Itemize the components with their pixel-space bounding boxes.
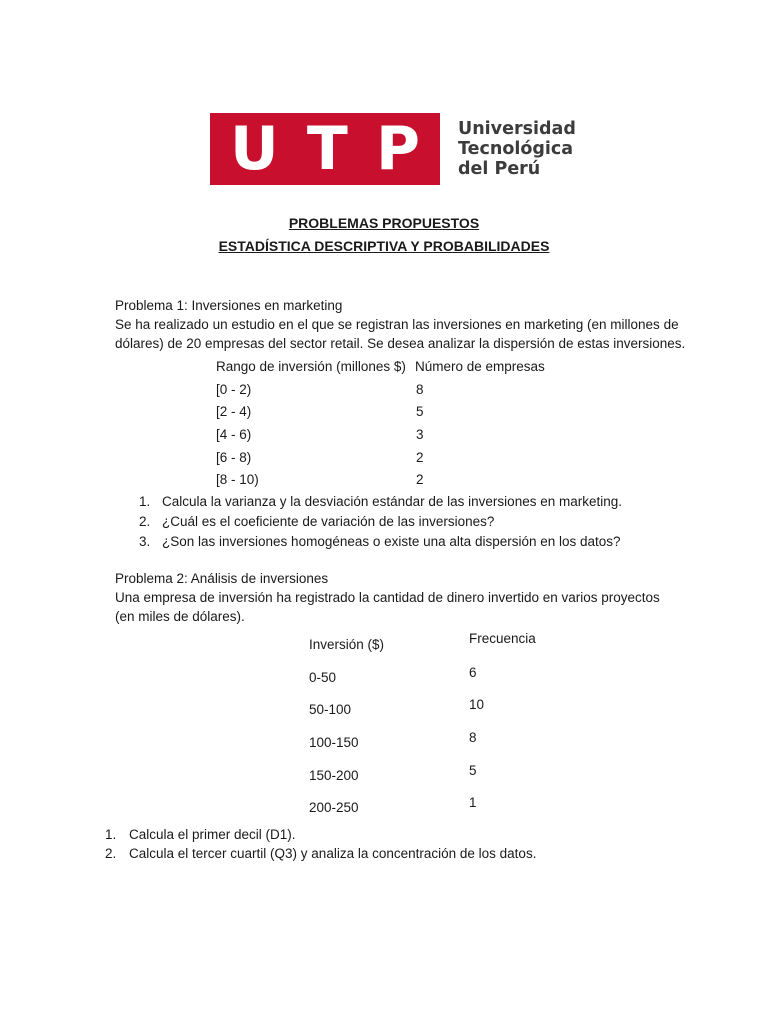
table-cell-count: 3 [416,427,424,442]
table-cell-investment: 200-250 [309,800,359,815]
problem2-header-investment: Inversión ($) [309,637,385,652]
table-cell-frequency: 5 [469,763,477,778]
university-name-line1: Universidad [458,119,576,139]
table-cell-frequency: 1 [469,795,477,810]
table-cell-count: 5 [416,404,424,419]
table-cell-frequency: 10 [469,697,485,712]
utp-logo [210,113,576,185]
table-cell-range: [0 - 2) [216,382,252,397]
university-name-line3: del Perú [458,159,541,179]
logo-letter-u: U [230,114,279,184]
problem1-header-range: Rango de inversión (millones $) [216,359,406,374]
list-item-number: 2. [105,846,117,861]
problem1-text-line2: dólares) de 20 empresas del sector retail. Se desea analizar la dispersión de estas inversiones. [115,336,686,351]
table-cell-frequency: 6 [469,665,477,680]
list-item: ¿Cuál es el coeficiente de variación de las inversiones? [162,514,495,529]
problem2-text-line1: Una empresa de inversión ha registrado la cantidad de dinero invertido en varios proyectos [115,590,660,605]
list-item-number: 3. [139,534,151,549]
table-cell-count: 2 [416,472,424,487]
table-cell-count: 2 [416,450,424,465]
logo-letter-t: T [306,114,348,184]
problem2-header-frequency: Frecuencia [469,631,536,646]
table-cell-frequency: 8 [469,730,477,745]
problem1-text-line1: Se ha realizado un estudio en el que se registran las inversiones en marketing (en millones de [115,317,679,332]
list-item-number: 1. [105,827,117,842]
problem2-heading: Problema 2: Análisis de inversiones [115,571,329,586]
table-cell-investment: 0-50 [309,670,337,685]
table-cell-investment: 100-150 [309,735,359,750]
list-item: Calcula la varianza y la desviación estándar de las inversiones en marketing. [162,494,622,509]
list-item: Calcula el primer decil (D1). [129,827,296,842]
table-cell-range: [8 - 10) [216,472,259,487]
table-cell-range: [4 - 6) [216,427,252,442]
logo-letter-p: P [375,114,420,184]
list-item-number: 2. [139,514,151,529]
university-name [458,119,576,179]
list-item: ¿Son las inversiones homogéneas o existe una alta dispersión en los datos? [162,534,621,549]
table-cell-investment: 150-200 [309,768,359,783]
problem2-text-line2: (en miles de dólares). [115,609,245,624]
table-cell-range: [2 - 4) [216,404,252,419]
list-item: Calcula el tercer cuartil (Q3) y analiza la concentración de los datos. [129,846,537,861]
table-cell-range: [6 - 8) [216,450,252,465]
utp-logo-mark [210,113,440,185]
list-item-number: 1. [139,494,151,509]
problem1-heading: Problema 1: Inversiones en marketing [115,298,343,313]
document-title: PROBLEMAS PROPUESTOS [288,215,480,231]
table-cell-count: 8 [416,382,424,397]
problem1-header-count: Número de empresas [415,359,545,374]
university-name-line2: Tecnológica [458,139,574,159]
table-cell-investment: 50-100 [309,702,352,717]
document-subtitle: ESTADÍSTICA DESCRIPTIVA Y PROBABILIDADES [218,238,550,254]
